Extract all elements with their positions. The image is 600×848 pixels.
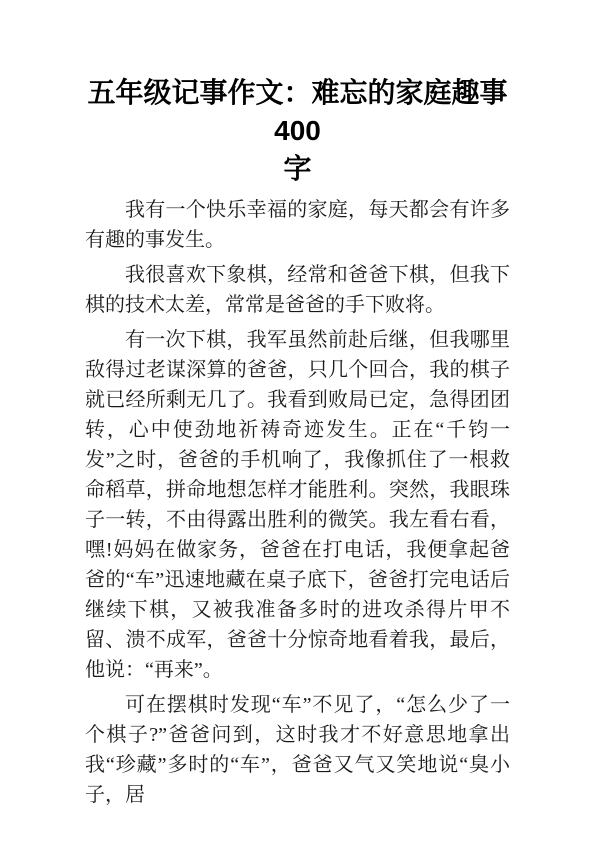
essay-paragraph-2: 我很喜欢下象棋，经常和爸爸下棋，但我下棋的技术太差，常常是爸爸的手下败将。: [85, 264, 510, 316]
essay-title-line-2: 字: [283, 153, 312, 184]
essay-paragraph-3: 有一次下棋，我军虽然前赴后继，但我哪里敌得过老谋深算的爸爸，只几个回合，我的棋子就已经所剩无几了。我看到败局已定，急得团团转，心中使劲地祈祷奇迹发生。正在“千钧一发”之时，爸爸的手机响了，我像抓住了一根救命稻草，拼命地想怎样才能胜利。突然，我眼珠子一转，不由得露出胜利的微笑。我左看右看，嘿!妈妈在做家务，爸爸在打电话，我便拿起爸爸的“车”迅速地藏在桌子底下，爸爸打完电话后继续下棋，又被我准备多时的进攻杀得片甲不留、溃不成军，爸爸十分惊奇地看着我，最后，他说：“再来”。: [85, 329, 510, 681]
essay-paragraph-1: 我有一个快乐幸福的家庭，每天都会有许多有趣的事发生。: [85, 199, 510, 251]
essay-title-line-1: 五年级记事作文：难忘的家庭趣事 400: [87, 77, 508, 146]
essay-body: [85, 195, 510, 810]
essay-paragraph-4: 可在摆棋时发现“车”不见了，“怎么少了一个棋子?”爸爸问到，这时我才不好意思地拿出我“珍藏”多时的“车”，爸爸又气又笑地说“臭小子，居: [85, 694, 510, 806]
essay-title: [85, 74, 510, 188]
